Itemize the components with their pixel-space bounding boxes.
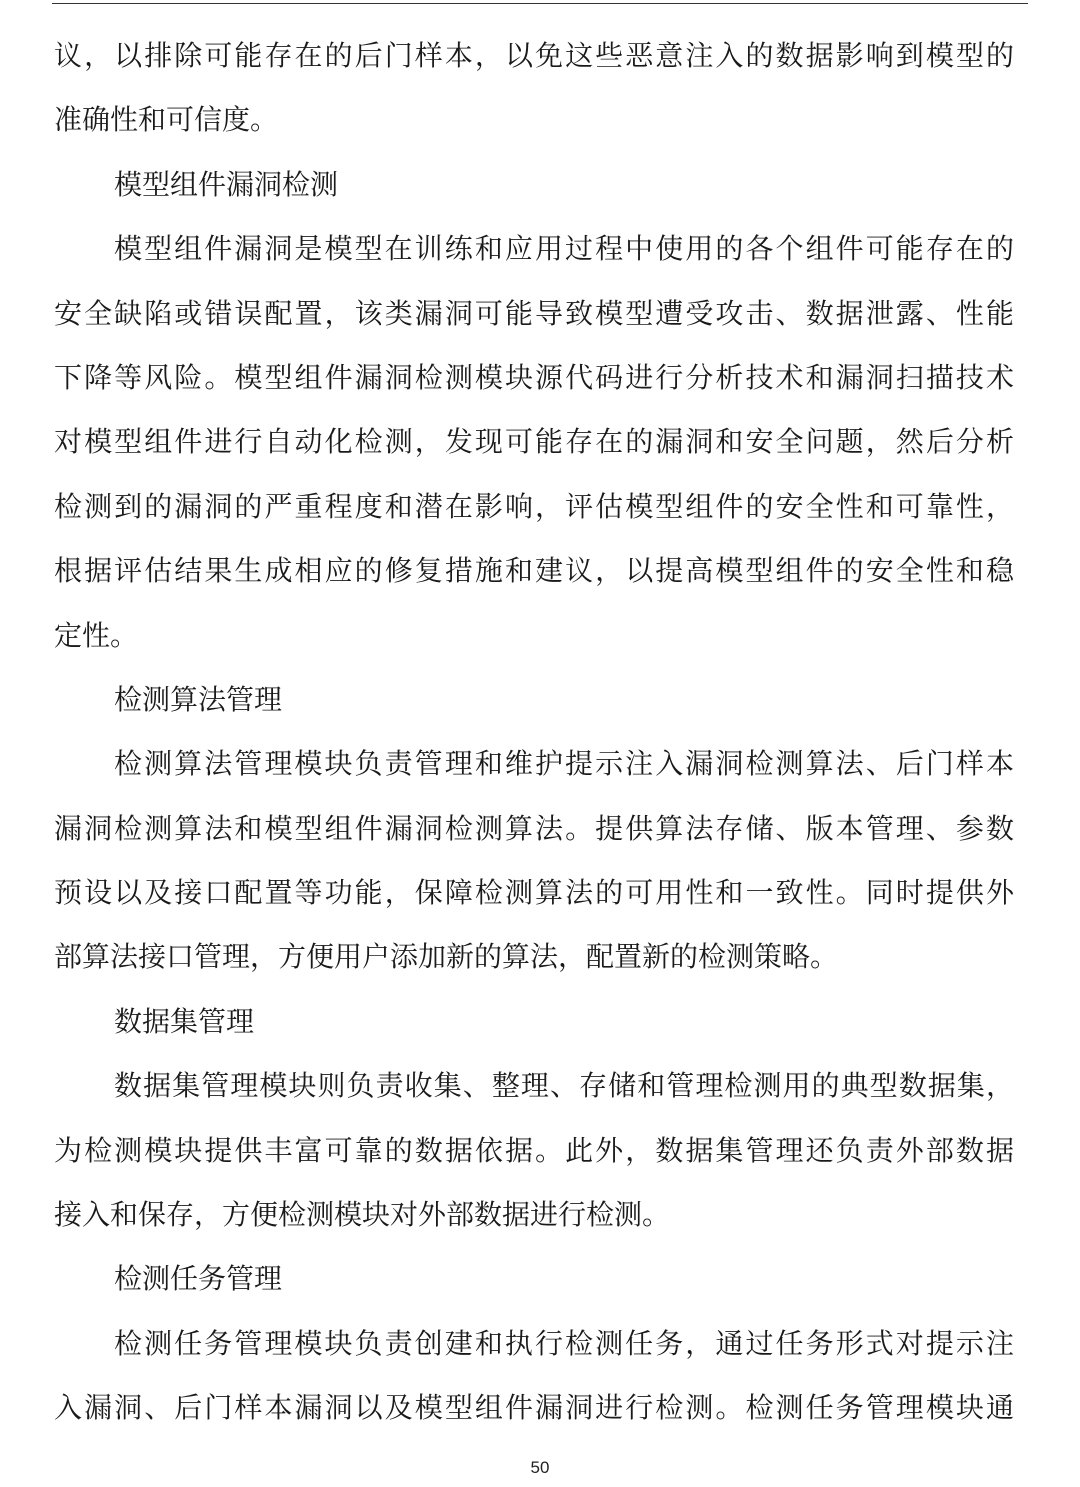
heading-text: 数据集管理 [114, 1004, 255, 1038]
section-heading [54, 668, 1014, 732]
text-line: 接入和保存，方便检测模块对外部数据进行检测。 [54, 1198, 671, 1232]
text-line: 预设以及接口配置等功能，保障检测算法的可用性和一致性。同时提供外 [54, 876, 1014, 910]
heading-text: 检测任务管理 [114, 1262, 283, 1296]
text-line: 漏洞检测算法和模型组件漏洞检测算法。提供算法存储、版本管理、参数 [54, 811, 1014, 845]
section-heading [54, 990, 1014, 1054]
section-heading [54, 1247, 1014, 1311]
paragraph [54, 24, 1014, 153]
heading-text: 模型组件漏洞检测 [114, 167, 339, 201]
text-line: 检测到的漏洞的严重程度和潜在影响，评估模型组件的安全性和可靠性， [54, 489, 1014, 523]
paragraph [54, 217, 1014, 668]
heading-text: 检测算法管理 [114, 682, 283, 716]
paragraph [54, 732, 1014, 990]
section-heading [54, 153, 1014, 217]
text-line: 模型组件漏洞是模型在训练和应用过程中使用的各个组件可能存在的 [114, 232, 1014, 266]
text-line: 为检测模块提供丰富可靠的数据依据。此外，数据集管理还负责外部数据 [54, 1133, 1014, 1167]
page-number: 50 [530, 1458, 550, 1477]
document-body [54, 24, 1014, 1441]
text-line: 检测算法管理模块负责管理和维护提示注入漏洞检测算法、后门样本 [114, 747, 1014, 781]
text-line: 部算法接口管理，方便用户添加新的算法，配置新的检测策略。 [54, 940, 839, 974]
paragraph [54, 1312, 1014, 1441]
text-line: 对模型组件进行自动化检测，发现可能存在的漏洞和安全问题，然后分析 [54, 425, 1014, 459]
text-line: 下降等风险。模型组件漏洞检测模块源代码进行分析技术和漏洞扫描技术 [54, 360, 1014, 394]
text-line: 准确性和可信度。 [54, 103, 279, 137]
text-line: 定性。 [54, 618, 139, 652]
text-line: 安全缺陷或错误配置，该类漏洞可能导致模型遭受攻击、数据泄露、性能 [54, 296, 1014, 330]
header-rule [52, 3, 1028, 4]
text-line: 检测任务管理模块负责创建和执行检测任务，通过任务形式对提示注 [114, 1326, 1014, 1360]
text-line: 入漏洞、后门样本漏洞以及模型组件漏洞进行检测。检测任务管理模块通 [54, 1391, 1014, 1425]
paragraph [54, 1054, 1014, 1247]
text-line: 议，以排除可能存在的后门样本，以免这些恶意注入的数据影响到模型的 [54, 39, 1014, 72]
text-line: 根据评估结果生成相应的修复措施和建议，以提高模型组件的安全性和稳 [54, 554, 1014, 588]
text-line: 数据集管理模块则负责收集、整理、存储和管理检测用的典型数据集， [114, 1069, 1014, 1103]
